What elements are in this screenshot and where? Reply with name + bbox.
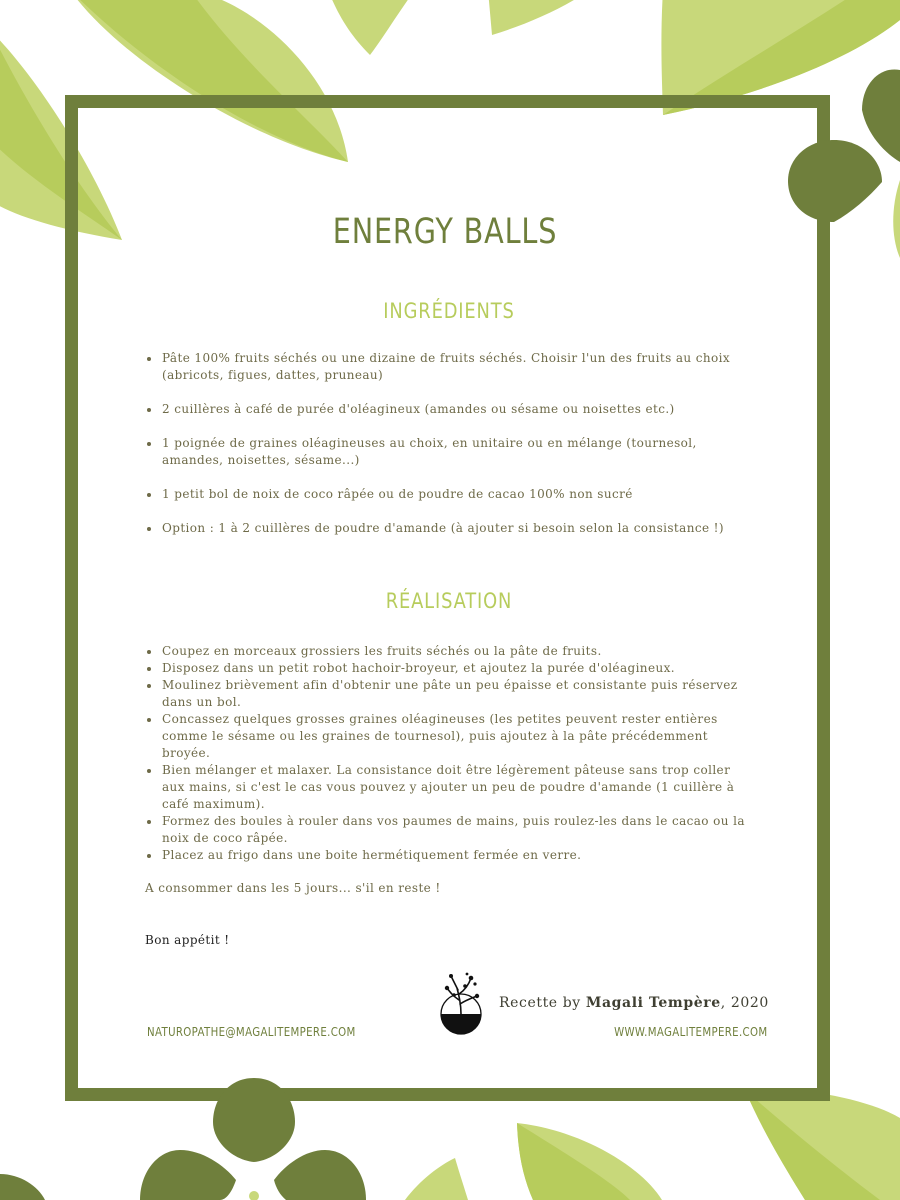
list-item: Bien mélanger et malaxer. La consistance doit être légèrement pâteuse sans trop coller aux mains, si c'est le cas vous pouvez y ajouter un peu de poudre d'amande (1 cuillère à café maximum).: [145, 762, 755, 813]
list-item: Disposez dans un petit robot hachoir-broyeur, et ajoutez la purée d'oléagineux.: [145, 660, 755, 677]
ingredients-heading: INGRÉDIENTS: [383, 299, 515, 323]
page-title: ENERGY BALLS: [332, 212, 558, 252]
email-link[interactable]: NATUROPATHE@MAGALITEMPERE.COM: [147, 1025, 356, 1039]
ingredients-list: [145, 350, 755, 554]
list-item: 1 poignée de graines oléagineuses au choix, en unitaire ou en mélange (tournesol, amandes, noisettes, sésame...): [145, 435, 755, 469]
list-item: Pâte 100% fruits séchés ou une dizaine de fruits séchés. Choisir l'un des fruits au choix (abricots, figues, dattes, pruneau): [145, 350, 755, 384]
list-item: Option : 1 à 2 cuillères de poudre d'amande (à ajouter si besoin selon la consistance !): [145, 520, 755, 537]
list-item: Placez au frigo dans une boite hermétiquement fermée en verre.: [145, 847, 755, 864]
list-item: Concassez quelques grosses graines oléagineuses (les petites peuvent rester entières comme le sésame ou les graines de tournesol), puis ajoutez à la pâte précédemment broyée.: [145, 711, 755, 762]
credit-author: Magali Tempère: [585, 995, 721, 1011]
website-link[interactable]: WWW.MAGALITEMPERE.COM: [614, 1025, 768, 1039]
consumption-note: A consommer dans les 5 jours... s'il en reste !: [145, 881, 441, 895]
realisation-heading: RÉALISATION: [385, 589, 513, 613]
credit-suffix: , 2020: [720, 995, 769, 1011]
closing-text: Bon appétit !: [145, 933, 230, 947]
list-item: Formez des boules à rouler dans vos paumes de mains, puis roulez-les dans le cacao ou la noix de coco râpée.: [145, 813, 755, 847]
recipe-credit: [499, 995, 769, 1011]
list-item: 2 cuillères à café de purée d'oléagineux (amandes ou sésame ou noisettes etc.): [145, 401, 755, 418]
credit-prefix: Recette by: [499, 995, 586, 1011]
tree-logo-icon: [437, 970, 485, 1038]
list-item: 1 petit bol de noix de coco râpée ou de poudre de cacao 100% non sucré: [145, 486, 755, 503]
list-item: Coupez en morceaux grossiers les fruits séchés ou la pâte de fruits.: [145, 643, 755, 660]
steps-list: [145, 643, 755, 864]
list-item: Moulinez brièvement afin d'obtenir une pâte un peu épaisse et consistante puis réservez dans un bol.: [145, 677, 755, 711]
